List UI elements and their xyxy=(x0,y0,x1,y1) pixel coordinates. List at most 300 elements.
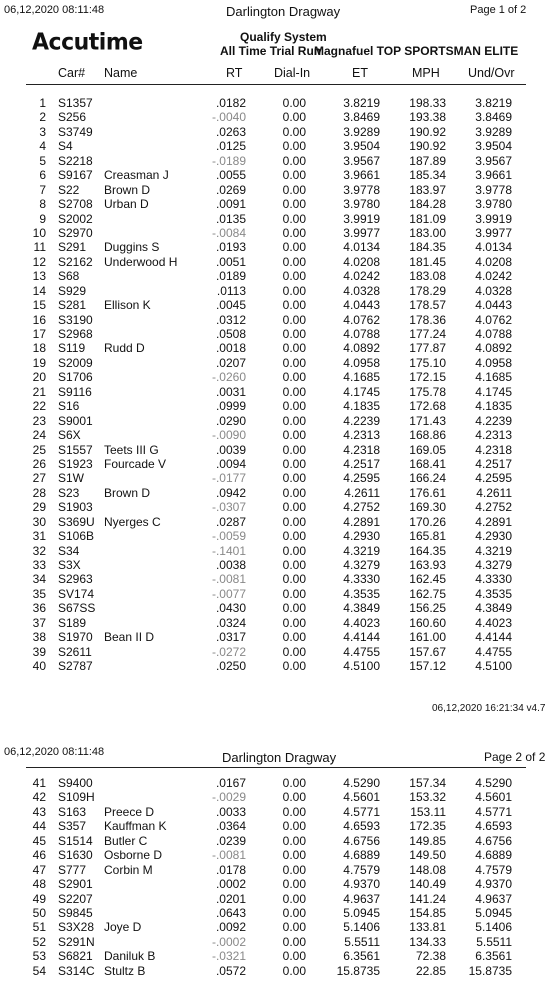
cell-dial-in: 0.00 xyxy=(282,934,306,949)
cell-reaction-time: .0508 xyxy=(215,327,246,341)
cell-mph: 185.34 xyxy=(409,168,446,183)
cell-car-number: S3X xyxy=(58,558,81,572)
cell-car-number: S9001 xyxy=(58,413,93,428)
results-table-page1 xyxy=(0,96,552,674)
cell-und-ovr: 4.5771 xyxy=(475,804,512,819)
cell-reaction-time: .0018 xyxy=(215,341,246,356)
cell-car-number: S2218 xyxy=(58,153,93,168)
cell-car-number: S16 xyxy=(58,399,80,414)
cell-car-number: S777 xyxy=(58,862,87,877)
cell-dial-in: 0.00 xyxy=(282,283,306,298)
cell-und-ovr: 4.4023 xyxy=(475,615,512,630)
cell-reaction-time: -.0090 xyxy=(211,428,246,443)
cell-elapsed-time: 3.9919 xyxy=(343,211,380,226)
cell-position: 34 xyxy=(32,572,46,587)
table-row xyxy=(0,616,552,630)
cell-mph: 172.35 xyxy=(409,819,446,834)
cell-und-ovr: 3.9977 xyxy=(475,225,512,240)
cell-mph: 72.38 xyxy=(415,949,446,964)
cell-reaction-time: -.0040 xyxy=(211,110,246,125)
cell-mph: 153.11 xyxy=(410,804,446,819)
cell-elapsed-time: 4.2517 xyxy=(343,456,380,471)
col-et: ET xyxy=(352,66,368,80)
cell-und-ovr: 4.1835 xyxy=(475,399,512,414)
cell-reaction-time: .0033 xyxy=(215,804,246,819)
cell-car-number: S2708 xyxy=(58,197,93,212)
cell-elapsed-time: 4.1835 xyxy=(343,399,380,414)
cell-position: 24 xyxy=(32,428,46,443)
cell-mph: 193.38 xyxy=(409,110,446,125)
cell-elapsed-time: 4.2930 xyxy=(343,529,380,544)
cell-position: 47 xyxy=(32,862,46,877)
cell-mph: 165.81 xyxy=(409,529,446,544)
cell-car-number: S291N xyxy=(58,934,95,949)
cell-dial-in: 0.00 xyxy=(282,254,306,269)
cell-car-number: S2901 xyxy=(58,877,93,892)
table-row xyxy=(0,168,552,182)
cell-car-number: S22 xyxy=(58,182,80,197)
cell-mph: 154.85 xyxy=(409,905,446,920)
cell-dial-in: 0.00 xyxy=(282,327,306,341)
cell-elapsed-time: 4.1745 xyxy=(343,384,380,399)
cell-reaction-time: .0201 xyxy=(215,891,246,906)
cell-mph: 172.15 xyxy=(409,370,446,385)
cell-car-number: S357 xyxy=(58,819,87,834)
cell-und-ovr: 4.5290 xyxy=(475,776,512,790)
cell-dial-in: 0.00 xyxy=(282,399,306,414)
cell-mph: 183.97 xyxy=(409,182,446,197)
table-row xyxy=(0,298,552,312)
table-row xyxy=(0,385,552,399)
cell-car-number: S2002 xyxy=(58,211,93,226)
cell-elapsed-time: 3.8219 xyxy=(343,96,380,110)
cell-car-number: S1903 xyxy=(58,500,93,515)
cell-und-ovr: 4.1685 xyxy=(475,370,512,385)
cell-position: 3 xyxy=(39,124,46,139)
cell-elapsed-time: 4.6889 xyxy=(343,848,380,863)
cell-driver-name: Joye D xyxy=(104,920,142,935)
cell-position: 19 xyxy=(32,355,46,370)
cell-und-ovr: 5.0945 xyxy=(475,905,512,920)
cell-car-number: S2787 xyxy=(58,659,93,674)
cell-und-ovr: 4.2752 xyxy=(475,500,512,515)
cell-reaction-time: .0312 xyxy=(215,312,246,327)
cell-reaction-time: .0051 xyxy=(215,254,246,269)
cell-reaction-time: -.0077 xyxy=(211,586,246,601)
cell-und-ovr: 3.9567 xyxy=(475,153,512,168)
col-rt: RT xyxy=(226,66,243,80)
cell-reaction-time: .0430 xyxy=(215,601,246,616)
cell-dial-in: 0.00 xyxy=(282,601,306,616)
cell-elapsed-time: 4.2239 xyxy=(343,413,380,428)
cell-position: 27 xyxy=(32,471,46,486)
cell-elapsed-time: 4.4755 xyxy=(343,644,380,659)
cell-position: 23 xyxy=(32,413,46,428)
cell-elapsed-time: 4.2318 xyxy=(343,442,380,457)
cell-car-number: S189 xyxy=(58,615,87,630)
table-row xyxy=(0,284,552,298)
cell-elapsed-time: 3.9977 xyxy=(343,225,380,240)
event-title: Magnafuel TOP SPORTSMAN ELITE xyxy=(314,44,519,58)
cell-dial-in: 0.00 xyxy=(282,572,306,587)
table-row xyxy=(0,356,552,370)
cell-und-ovr: 4.5100 xyxy=(475,659,512,674)
cell-position: 38 xyxy=(32,630,46,645)
cell-position: 52 xyxy=(32,934,46,949)
cell-mph: 175.10 xyxy=(409,355,446,370)
cell-elapsed-time: 4.0443 xyxy=(343,298,380,313)
cell-position: 10 xyxy=(32,225,46,240)
cell-elapsed-time: 4.0762 xyxy=(343,312,380,327)
cell-reaction-time: .0999 xyxy=(215,399,246,414)
cell-reaction-time: .0263 xyxy=(215,124,246,139)
table-row xyxy=(0,964,552,978)
cell-dial-in: 0.00 xyxy=(282,543,306,558)
cell-reaction-time: .0135 xyxy=(215,211,246,226)
table-row xyxy=(0,877,552,891)
cell-dial-in: 0.00 xyxy=(282,905,306,920)
page-number-p2: Page 2 of 2 xyxy=(484,750,546,764)
cell-elapsed-time: 3.8469 xyxy=(343,110,380,125)
cell-elapsed-time: 4.2611 xyxy=(344,485,380,500)
cell-elapsed-time: 4.3330 xyxy=(343,572,380,587)
cell-und-ovr: 4.0892 xyxy=(475,341,512,356)
cell-und-ovr: 3.8219 xyxy=(475,96,512,110)
cell-mph: 178.29 xyxy=(409,283,446,298)
cell-mph: 190.92 xyxy=(409,139,446,154)
cell-reaction-time: .0167 xyxy=(215,776,246,790)
cell-mph: 163.93 xyxy=(409,558,446,572)
cell-und-ovr: 4.0242 xyxy=(475,269,512,284)
cell-mph: 177.87 xyxy=(409,341,446,356)
cell-mph: 171.43 xyxy=(409,413,446,428)
cell-und-ovr: 4.9637 xyxy=(475,891,512,906)
cell-elapsed-time: 4.5601 xyxy=(343,790,380,805)
cell-und-ovr: 4.1745 xyxy=(475,384,512,399)
cell-und-ovr: 3.9661 xyxy=(475,168,512,183)
cell-car-number: S23 xyxy=(58,485,80,500)
cell-reaction-time: -.0002 xyxy=(211,934,246,949)
cell-car-number: S2968 xyxy=(58,327,93,341)
cell-driver-name: Teets III G xyxy=(104,442,159,457)
cell-driver-name: Brown D xyxy=(104,182,151,197)
table-row xyxy=(0,863,552,877)
cell-car-number: S369U xyxy=(58,514,95,529)
cell-dial-in: 0.00 xyxy=(282,659,306,674)
cell-driver-name: Corbin M xyxy=(104,862,153,877)
cell-car-number: S9845 xyxy=(58,905,93,920)
cell-reaction-time: .0031 xyxy=(215,384,246,399)
cell-reaction-time: .0942 xyxy=(215,485,246,500)
cell-position: 21 xyxy=(32,384,46,399)
cell-car-number: S106B xyxy=(58,529,95,544)
cell-dial-in: 0.00 xyxy=(282,182,306,197)
cell-position: 53 xyxy=(32,949,46,964)
cell-reaction-time: .0324 xyxy=(215,615,246,630)
cell-reaction-time: .0643 xyxy=(215,905,246,920)
cell-elapsed-time: 3.9780 xyxy=(343,197,380,212)
cell-reaction-time: .0182 xyxy=(215,96,246,110)
cell-dial-in: 0.00 xyxy=(282,240,306,255)
cell-reaction-time: .0091 xyxy=(215,197,246,212)
cell-position: 39 xyxy=(32,644,46,659)
cell-dial-in: 0.00 xyxy=(282,877,306,892)
cell-driver-name: Butler C xyxy=(104,833,148,848)
cell-mph: 177.24 xyxy=(409,327,446,341)
cell-dial-in: 0.00 xyxy=(282,804,306,819)
cell-mph: 22.85 xyxy=(415,963,446,978)
cell-und-ovr: 4.0788 xyxy=(475,327,512,341)
cell-position: 26 xyxy=(32,456,46,471)
table-row xyxy=(0,125,552,139)
cell-und-ovr: 5.1406 xyxy=(475,920,512,935)
cell-position: 2 xyxy=(39,110,46,125)
cell-mph: 181.09 xyxy=(409,211,446,226)
cell-dial-in: 0.00 xyxy=(282,211,306,226)
cell-und-ovr: 4.0443 xyxy=(475,298,512,313)
cell-dial-in: 0.00 xyxy=(282,124,306,139)
table-row xyxy=(0,529,552,543)
cell-mph: 184.35 xyxy=(409,240,446,255)
cell-driver-name: Nyerges C xyxy=(104,514,161,529)
cell-und-ovr: 15.8735 xyxy=(468,963,512,978)
cell-und-ovr: 4.2517 xyxy=(475,456,512,471)
cell-position: 49 xyxy=(32,891,46,906)
cell-car-number: S2963 xyxy=(58,572,93,587)
cell-und-ovr: 6.3561 xyxy=(475,949,512,964)
cell-car-number: S9116 xyxy=(58,384,92,399)
table-row xyxy=(0,212,552,226)
cell-mph: 156.25 xyxy=(409,601,446,616)
col-dial-in: Dial-In xyxy=(274,66,311,80)
cell-dial-in: 0.00 xyxy=(282,384,306,399)
cell-und-ovr: 4.3330 xyxy=(475,572,512,587)
cell-reaction-time: .0178 xyxy=(215,862,246,877)
cell-und-ovr: 4.3535 xyxy=(475,586,512,601)
cell-reaction-time: .0317 xyxy=(215,630,246,645)
cell-car-number: S314C xyxy=(58,963,95,978)
cell-car-number: SV174 xyxy=(58,586,95,601)
cell-position: 17 xyxy=(32,327,46,341)
table-row xyxy=(0,892,552,906)
cell-mph: 140.49 xyxy=(409,877,446,892)
cell-car-number: S9167 xyxy=(58,168,93,183)
cell-und-ovr: 4.4144 xyxy=(475,630,512,645)
cell-car-number: S2009 xyxy=(58,355,93,370)
cell-car-number: S1357 xyxy=(58,96,93,110)
cell-elapsed-time: 5.0945 xyxy=(343,905,380,920)
cell-elapsed-time: 4.5100 xyxy=(343,659,380,674)
cell-dial-in: 0.00 xyxy=(282,225,306,240)
table-row xyxy=(0,139,552,153)
table-row xyxy=(0,544,552,558)
table-row xyxy=(0,486,552,500)
cell-driver-name: Stultz B xyxy=(104,963,146,978)
cell-elapsed-time: 4.0958 xyxy=(343,355,380,370)
table-row xyxy=(0,515,552,529)
cell-elapsed-time: 4.9637 xyxy=(343,891,380,906)
cell-elapsed-time: 3.9661 xyxy=(343,168,380,183)
cell-mph: 176.61 xyxy=(409,485,446,500)
cell-position: 42 xyxy=(32,790,46,805)
table-row xyxy=(0,935,552,949)
cell-position: 14 xyxy=(32,283,46,298)
cell-und-ovr: 5.5511 xyxy=(476,934,512,949)
cell-car-number: S163 xyxy=(58,804,87,819)
header-rule xyxy=(26,84,526,85)
cell-position: 36 xyxy=(32,601,46,616)
table-row xyxy=(0,313,552,327)
cell-dial-in: 0.00 xyxy=(282,819,306,834)
cell-dial-in: 0.00 xyxy=(282,514,306,529)
cell-und-ovr: 4.2239 xyxy=(475,413,512,428)
cell-driver-name: Bean II D xyxy=(104,630,155,645)
cell-elapsed-time: 15.8735 xyxy=(336,963,380,978)
cell-position: 31 xyxy=(32,529,46,544)
cell-mph: 198.33 xyxy=(409,96,446,110)
cell-dial-in: 0.00 xyxy=(282,341,306,356)
print-footer: 06,12,2020 16:21:34 v4.7 xyxy=(432,703,546,714)
table-row xyxy=(0,630,552,644)
cell-mph: 141.24 xyxy=(409,891,446,906)
cell-mph: 183.00 xyxy=(409,225,446,240)
cell-elapsed-time: 4.0208 xyxy=(343,254,380,269)
cell-reaction-time: .0002 xyxy=(215,877,246,892)
cell-mph: 160.60 xyxy=(409,615,446,630)
cell-reaction-time: .0207 xyxy=(215,355,246,370)
table-row xyxy=(0,154,552,168)
cell-mph: 169.05 xyxy=(409,442,446,457)
cell-driver-name: Creasman J xyxy=(104,168,169,183)
cell-und-ovr: 4.6889 xyxy=(475,848,512,863)
cell-elapsed-time: 4.3279 xyxy=(343,558,380,572)
cell-car-number: S1557 xyxy=(58,442,93,457)
table-row xyxy=(0,834,552,848)
cell-position: 44 xyxy=(32,819,46,834)
cell-und-ovr: 4.5601 xyxy=(475,790,512,805)
cell-mph: 175.78 xyxy=(409,384,446,399)
cell-position: 11 xyxy=(33,240,46,255)
results-table-page2 xyxy=(0,776,552,978)
cell-elapsed-time: 3.9504 xyxy=(343,139,380,154)
cell-position: 29 xyxy=(32,500,46,515)
cell-car-number: S2970 xyxy=(58,225,93,240)
cell-mph: 190.92 xyxy=(409,124,446,139)
cell-reaction-time: .0189 xyxy=(215,269,246,284)
print-datetime-p2: 06,12,2020 08:11:48 xyxy=(4,746,105,758)
cell-position: 9 xyxy=(39,211,46,226)
cell-dial-in: 0.00 xyxy=(282,428,306,443)
cell-elapsed-time: 4.5290 xyxy=(343,776,380,790)
cell-dial-in: 0.00 xyxy=(282,586,306,601)
cell-position: 30 xyxy=(32,514,46,529)
cell-car-number: S1706 xyxy=(58,370,93,385)
cell-car-number: S256 xyxy=(58,110,87,125)
cell-reaction-time: -.0272 xyxy=(211,644,246,659)
page-number: Page 1 of 2 xyxy=(470,4,527,16)
cell-elapsed-time: 4.5771 xyxy=(343,804,380,819)
cell-dial-in: 0.00 xyxy=(282,298,306,313)
col-car: Car# xyxy=(58,66,86,80)
cell-elapsed-time: 4.0134 xyxy=(343,240,380,255)
cell-driver-name: Osborne D xyxy=(104,848,163,863)
cell-elapsed-time: 5.1406 xyxy=(343,920,380,935)
table-row xyxy=(0,255,552,269)
col-mph: MPH xyxy=(412,66,440,80)
table-row xyxy=(0,819,552,833)
cell-elapsed-time: 4.6756 xyxy=(343,833,380,848)
cell-position: 4 xyxy=(39,139,46,154)
cell-dial-in: 0.00 xyxy=(282,790,306,805)
cell-car-number: S1630 xyxy=(58,848,93,863)
cell-reaction-time: .0290 xyxy=(215,413,246,428)
cell-position: 12 xyxy=(32,254,46,269)
cell-position: 48 xyxy=(32,877,46,892)
cell-position: 43 xyxy=(32,804,46,819)
cell-dial-in: 0.00 xyxy=(282,630,306,645)
table-row xyxy=(0,601,552,615)
cell-driver-name: Kauffman K xyxy=(104,819,167,834)
cell-dial-in: 0.00 xyxy=(282,168,306,183)
cell-reaction-time: -.0260 xyxy=(211,370,246,385)
cell-mph: 184.28 xyxy=(409,197,446,212)
table-row xyxy=(0,240,552,254)
cell-reaction-time: .0038 xyxy=(215,558,246,572)
cell-elapsed-time: 4.1685 xyxy=(343,370,380,385)
cell-position: 45 xyxy=(32,833,46,848)
cell-mph: 149.85 xyxy=(409,833,446,848)
cell-mph: 172.68 xyxy=(409,399,446,414)
cell-car-number: S1514 xyxy=(58,833,93,848)
cell-und-ovr: 3.8469 xyxy=(475,110,512,125)
cell-reaction-time: .0239 xyxy=(215,833,246,848)
col-und-ovr: Und/Ovr xyxy=(468,66,515,80)
cell-und-ovr: 3.9289 xyxy=(475,124,512,139)
cell-und-ovr: 4.0134 xyxy=(475,240,512,255)
cell-position: 8 xyxy=(39,197,46,212)
cell-reaction-time: -.0081 xyxy=(211,572,246,587)
cell-und-ovr: 3.9780 xyxy=(475,197,512,212)
cell-elapsed-time: 4.2891 xyxy=(343,514,380,529)
cell-mph: 153.32 xyxy=(409,790,446,805)
cell-car-number: S291 xyxy=(58,240,87,255)
cell-position: 37 xyxy=(32,615,46,630)
cell-car-number: S929 xyxy=(58,283,87,298)
table-row xyxy=(0,790,552,804)
cell-position: 50 xyxy=(32,905,46,920)
cell-und-ovr: 4.3279 xyxy=(475,558,512,572)
table-row xyxy=(0,226,552,240)
cell-und-ovr: 4.6756 xyxy=(475,833,512,848)
cell-reaction-time: -.0189 xyxy=(211,153,246,168)
cell-dial-in: 0.00 xyxy=(282,355,306,370)
cell-position: 51 xyxy=(32,920,46,935)
cell-position: 13 xyxy=(32,269,46,284)
cell-und-ovr: 4.2891 xyxy=(475,514,512,529)
cell-mph: 162.45 xyxy=(409,572,446,587)
cell-car-number: S2162 xyxy=(58,254,93,269)
cell-dial-in: 0.00 xyxy=(282,269,306,284)
cell-mph: 170.26 xyxy=(409,514,446,529)
cell-dial-in: 0.00 xyxy=(282,197,306,212)
cell-mph: 157.34 xyxy=(409,776,446,790)
cell-car-number: S3190 xyxy=(58,312,93,327)
cell-car-number: S1923 xyxy=(58,456,93,471)
table-row xyxy=(0,471,552,485)
cell-reaction-time: -.1401 xyxy=(211,543,246,558)
system-title: Qualify System xyxy=(240,30,327,44)
cell-dial-in: 0.00 xyxy=(282,833,306,848)
